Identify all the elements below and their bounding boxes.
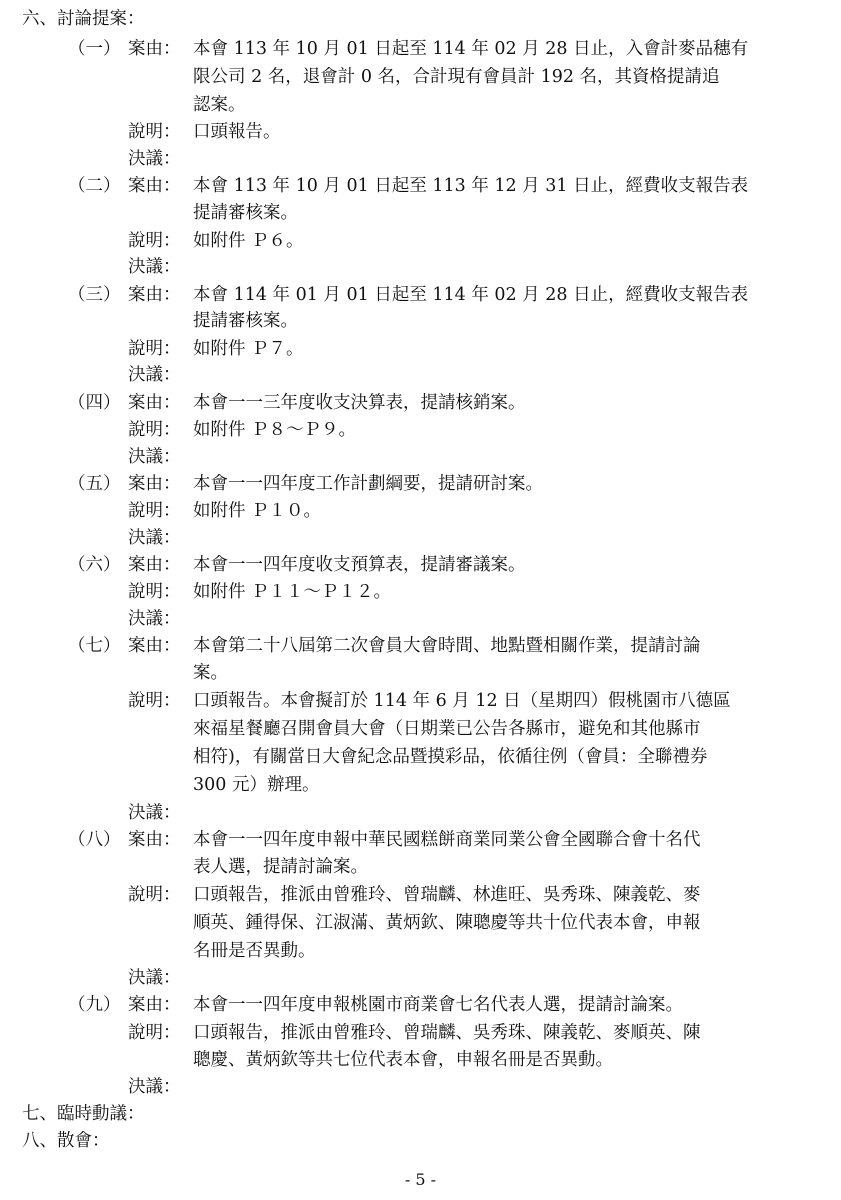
proposal-number: （二）	[68, 176, 121, 196]
resolution-label: 決議：	[128, 803, 181, 823]
note-label: 說明：	[128, 885, 181, 905]
case-text: 本會一一四年度工作計劃綱要，提請研討案。	[193, 474, 543, 494]
case-label: 案由：	[128, 393, 181, 413]
note-text: 聰慶、黃炳欽等共七位代表本會，申報名冊是否異動。	[193, 1050, 613, 1070]
resolution-label: 決議：	[128, 149, 181, 169]
case-text: 提請審核案。	[193, 203, 298, 223]
case-text: 本會一一四年度申報桃園市商業會七名代表人選，提請討論案。	[193, 995, 683, 1015]
page-number: - 5 -	[404, 1170, 437, 1189]
proposal-number: （九）	[68, 995, 121, 1015]
resolution-label: 決議：	[128, 528, 181, 548]
case-label: 案由：	[128, 285, 181, 305]
resolution-label: 決議：	[128, 447, 181, 467]
case-text: 本會一一三年度收支決算表，提請核銷案。	[193, 393, 526, 413]
note-text: 相符)，有關當日大會紀念品暨摸彩品，依循往例（會員：全聯禮券	[193, 747, 708, 767]
proposal-number: （一）	[68, 39, 121, 59]
note-text: 300 元）辦理。	[193, 775, 320, 795]
proposal-number: （六）	[68, 555, 121, 575]
proposal-number: （三）	[68, 285, 121, 305]
resolution-label: 決議：	[128, 609, 181, 629]
proposal-number: （五）	[68, 474, 121, 494]
case-label: 案由：	[128, 636, 181, 656]
note-text: 口頭報告，推派由曾雅玲、曾瑞麟、吳秀珠、陳義乾、麥順英、陳	[193, 1023, 701, 1043]
note-text: 如附件 Ｐ６。	[193, 231, 304, 251]
note-text: 順英、鍾得保、江淑滿、黃炳欽、陳聰慶等共十位代表本會，申報	[193, 913, 701, 933]
proposal-number: （八）	[68, 830, 121, 850]
case-label: 案由：	[128, 995, 181, 1015]
note-text: 如附件 Ｐ１０。	[193, 501, 322, 521]
note-label: 說明：	[128, 231, 181, 251]
note-label: 說明：	[128, 501, 181, 521]
note-text: 來福星餐廳召開會員大會（日期業已公告各縣市，避免和其他縣市	[193, 719, 701, 739]
case-label: 案由：	[128, 39, 181, 59]
resolution-label: 決議：	[128, 365, 181, 385]
note-label: 說明：	[128, 420, 181, 440]
note-label: 說明：	[128, 582, 181, 602]
note-label: 說明：	[128, 339, 181, 359]
note-label: 說明：	[128, 122, 181, 142]
case-label: 案由：	[128, 176, 181, 196]
case-text: 認案。	[193, 95, 246, 115]
section-heading-discussion: 六、討論提案：	[22, 9, 145, 29]
case-label: 案由：	[128, 555, 181, 575]
proposal-number: （四）	[68, 393, 121, 413]
case-text: 案。	[193, 663, 228, 683]
note-label: 說明：	[128, 1023, 181, 1043]
note-text: 名冊是否異動。	[193, 941, 316, 961]
case-label: 案由：	[128, 474, 181, 494]
case-text: 表人選，提請討論案。	[193, 857, 368, 877]
case-text: 本會一一四年度申報中華民國糕餅商業同業公會全國聯合會十名代	[193, 830, 701, 850]
proposal-number: （七）	[68, 636, 121, 656]
note-text: 口頭報告。本會擬訂於 114 年 6 月 12 日（星期四）假桃園市八德區	[193, 691, 731, 711]
resolution-label: 決議：	[128, 257, 181, 277]
resolution-label: 決議：	[128, 1077, 181, 1097]
section-heading-extempore-motions: 七、臨時動議：	[22, 1104, 145, 1124]
case-text: 限公司 2 名，退會計 0 名，合計現有會員計 192 名，其資格提請追	[193, 67, 720, 87]
note-text: 如附件 Ｐ１１～Ｐ１２。	[193, 582, 392, 602]
note-text: 如附件 Ｐ８～Ｐ９。	[193, 420, 357, 440]
case-text: 本會第二十八屆第二次會員大會時間、地點暨相關作業，提請討論	[193, 636, 701, 656]
note-text: 口頭報告，推派由曾雅玲、曾瑞麟、林進旺、吳秀珠、陳義乾、麥	[193, 885, 701, 905]
case-label: 案由：	[128, 830, 181, 850]
section-heading-adjournment: 八、散會：	[22, 1131, 110, 1151]
case-text: 本會 113 年 10 月 01 日起至 113 年 12 月 31 日止，經費收支報告表	[193, 176, 749, 196]
case-text: 本會 114 年 01 月 01 日起至 114 年 02 月 28 日止，經費收支報告表	[193, 285, 749, 305]
note-label: 說明：	[128, 691, 181, 711]
note-text: 如附件 Ｐ７。	[193, 339, 304, 359]
case-text: 提請審核案。	[193, 311, 298, 331]
case-text: 本會 113 年 10 月 01 日起至 114 年 02 月 28 日止，入會計麥品穗有	[193, 39, 749, 59]
case-text: 本會一一四年度收支預算表，提請審議案。	[193, 555, 526, 575]
note-text: 口頭報告。	[193, 122, 281, 142]
resolution-label: 決議：	[128, 968, 181, 988]
